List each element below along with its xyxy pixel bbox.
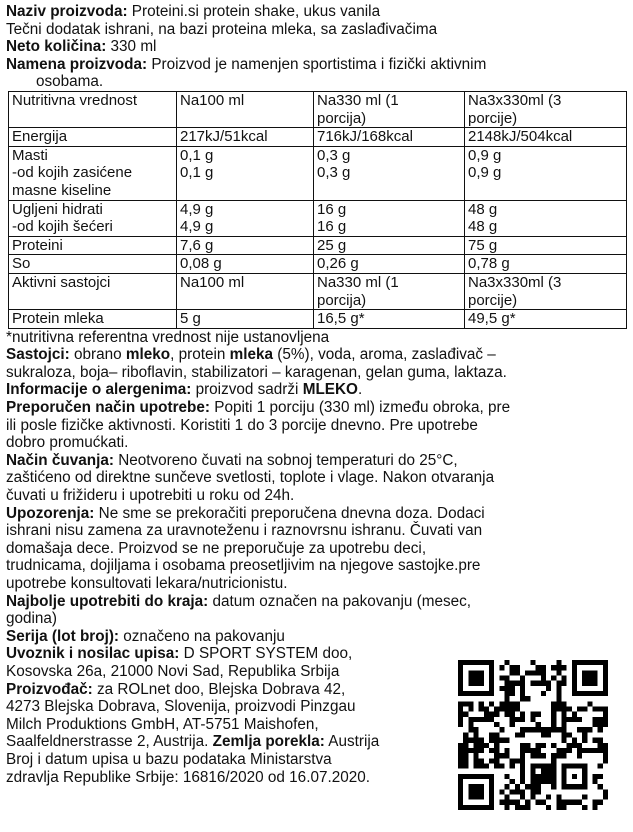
table-cell: Na100 ml — [177, 273, 314, 309]
table-cell: 0,78 g — [465, 255, 627, 274]
table-header-cell: Na100 ml — [177, 91, 314, 127]
producer-line: Proizvođač: za ROLnet doo, Blejska Dobrava 42, — [6, 680, 346, 698]
purpose-line: Namena proizvoda: Proizvod je namenjen sportistima i fizički aktivnim — [6, 55, 487, 73]
table-row — [9, 255, 627, 274]
product-description: Tečni dodatak ishrani, na bazi proteina mleka, sa zaslađivačima — [6, 20, 438, 38]
table-header-cell: Na3x330ml (3 porcije) — [465, 91, 627, 127]
table-header-cell: Nutritivna vrednost — [9, 91, 177, 127]
table-cell: 4,9 g 4,9 g — [177, 200, 314, 236]
table-cell: 7,6 g — [177, 236, 314, 255]
table-header-cell: Na330 ml (1 porcija) — [314, 91, 465, 127]
table-cell: 48 g 48 g — [465, 200, 627, 236]
registration-line-2: zdravlja Republike Srbije: 16816/2020 od 16.07.2020. — [6, 768, 370, 786]
table-cell: Protein mleka — [9, 310, 177, 329]
table-cell: Proteini — [9, 236, 177, 255]
usage-line: Preporučen način upotrebe: Popiti 1 porciju (330 ml) između obroka, pre — [6, 399, 511, 417]
warnings-line-5: upotrebe konsultovati lekara/nutricionistu. — [6, 575, 288, 592]
table-cell: 49,5 g* — [465, 310, 627, 329]
table-row — [9, 310, 627, 329]
table-row — [9, 91, 627, 127]
table-cell: 16,5 g* — [314, 310, 465, 329]
best-before-line-2: godina) — [6, 610, 58, 628]
table-cell: 0,08 g — [177, 255, 314, 274]
table-cell: Na330 ml (1 porcija) — [314, 273, 465, 309]
qr-code-icon — [458, 660, 608, 810]
table-row — [9, 200, 627, 236]
warnings-line-2: ishrani nisu zamena za uravnoteženu i raznovrsnu ishranu. Čuvati van — [6, 522, 483, 540]
table-cell: 217kJ/51kcal — [177, 128, 314, 147]
warnings-line-3: domašaja dece. Proizvod se ne preporučuje za upotrebu deci, — [6, 539, 427, 557]
table-row — [9, 128, 627, 147]
table-row — [9, 236, 627, 255]
warnings-line-4: trudnicama, dojiljama i osobama preosetljivim na njegove sastojke.pre — [6, 557, 481, 575]
producer-line-4: Saalfeldnerstrasse 2, Austrija. Zemlja porekla: Austrija — [6, 733, 380, 751]
storage-line-2: zaštićeno od direktne sunčeve svetlosti, toplote i vlage. Nakon otvaranja — [6, 469, 495, 487]
table-cell: 2148kJ/504kcal — [465, 128, 627, 147]
ingredients-line: Sastojci: obrano mleko, protein mleka (5%), voda, aroma, zaslađivač – — [6, 346, 496, 364]
usage-line-2: ili posle fizičke aktivnosti. Koristiti 1 do 3 porcije dnevno. Pre upotrebe — [6, 416, 478, 434]
table-cell: Aktivni sastojci — [9, 273, 177, 309]
table-cell: 75 g — [465, 236, 627, 255]
table-row — [9, 273, 627, 309]
table-cell: 0,26 g — [314, 255, 465, 274]
storage-line-3: čuvati u frižideru i upotrebiti u roku od 24h. — [6, 487, 295, 505]
table-cell: Masti -od kojih zasićene masne kiseline — [9, 146, 177, 200]
table-cell: Energija — [9, 128, 177, 147]
table-cell: 16 g 16 g — [314, 200, 465, 236]
table-cell: Ugljeni hidrati -od kojih šećeri — [9, 200, 177, 236]
warnings-line: Upozorenja: Ne sme se prekoračiti preporučena dnevna doza. Dodaci — [6, 504, 485, 522]
table-cell: So — [9, 255, 177, 274]
usage-line-3: dobro promućkati. — [6, 434, 129, 452]
importer-line-2: Kosovska 26a, 21000 Novi Sad, Republika Srbija — [6, 662, 340, 680]
table-cell: Na3x330ml (3 porcije) — [465, 273, 627, 309]
table-cell: 0,3 g 0,3 g — [314, 146, 465, 200]
table-cell: 0,9 g 0,9 g — [465, 146, 627, 200]
producer-line-2: 4273 Blejska Dobrava, Slovenija, proizvodi Pinzgau — [6, 698, 356, 716]
producer-line-3: Milch Produktions GmbH, AT-5751 Maishofen, — [6, 715, 319, 733]
ingredients-line-2: sukraloza, boja– riboflavin, stabilizatori – karagenan, gelan guma, laktaza. — [6, 363, 507, 381]
nutrition-table — [8, 91, 627, 329]
net-quantity-line: Neto količina: 330 ml — [6, 38, 157, 56]
importer-line: Uvoznik i nosilac upisa: D SPORT SYSTEM doo, — [6, 645, 353, 663]
product-name-line: Naziv proizvoda: Proteini.si protein shake, ukus vanila — [6, 3, 381, 20]
storage-line: Način čuvanja: Neotvoreno čuvati na sobnoj temperaturi do 25°C, — [6, 451, 458, 469]
footnote: *nutritivna referentna vrednost nije ustanovljena — [6, 328, 330, 346]
best-before-line: Najbolje upotrebiti do kraja: datum označen na pakovanju (mesec, — [6, 592, 472, 610]
table-cell: 5 g — [177, 310, 314, 329]
purpose-line-2: osobama. — [36, 73, 104, 91]
table-cell: 25 g — [314, 236, 465, 255]
table-row — [9, 146, 627, 200]
registration-line: Broj i datum upisa u bazu podataka Ministarstva — [6, 750, 332, 768]
table-cell: 716kJ/168kcal — [314, 128, 465, 147]
allergen-line: Informacije o alergenima: proizvod sadrži MLEKO. — [6, 381, 363, 399]
table-cell: 0,1 g 0,1 g — [177, 146, 314, 200]
lot-line: Serija (lot broj): označeno na pakovanju — [6, 627, 285, 645]
